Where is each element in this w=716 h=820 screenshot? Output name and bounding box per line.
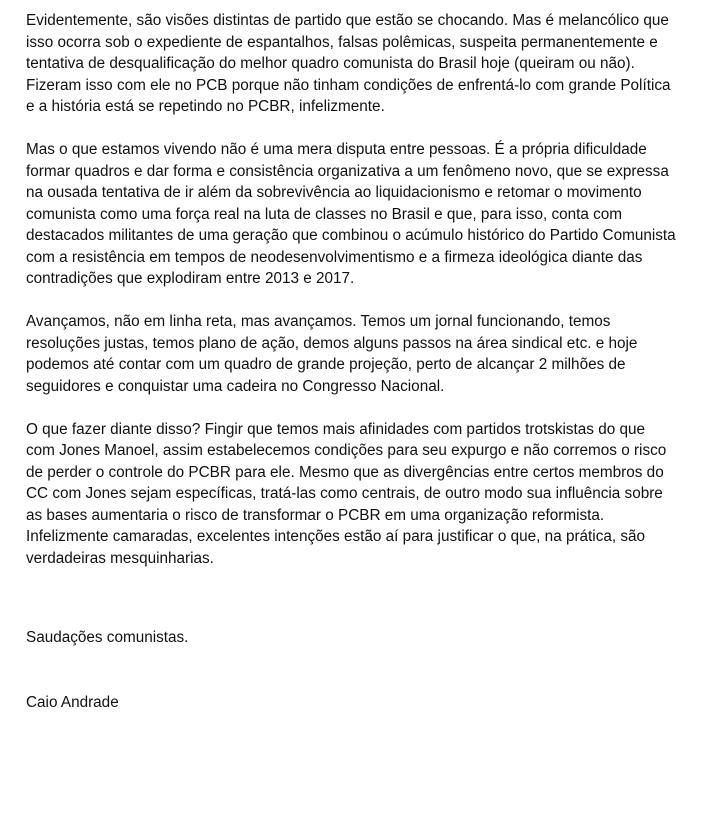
text-line: contradições que explodiram entre 2013 e 2017. bbox=[26, 270, 355, 287]
text-line: com a resistência em tempos de neodesenvolvimentismo e a firmeza ideológica diante das bbox=[26, 248, 643, 266]
text-line: comunista como uma força real na luta de classes no Brasil e que, para isso, conta com bbox=[26, 205, 623, 223]
text-line: isso ocorra sob o expediente de espantalhos, falsas polêmicas, suspeita permanentemente e bbox=[26, 33, 658, 51]
text-line: podemos até contar com um quadro de grande projeção, perto de alcançar 2 milhões de bbox=[26, 356, 626, 373]
text-line: formar quadros e dar forma e consistência organizativa a um fenômeno novo, que se expressa bbox=[26, 162, 669, 180]
text-line: tentativa de desqualificação do melhor quadro comunista do Brasil hoje (queiram ou não). bbox=[26, 55, 635, 72]
text-line: Mas o que estamos vivendo não é uma mera disputa entre pessoas. É a própria dificuldade bbox=[26, 141, 647, 158]
text-line: Avançamos, não em linha reta, mas avançamos. Temos um jornal funcionando, temos bbox=[26, 313, 611, 330]
text-line: com Jones Manoel, assim estabelecemos condições para seu expurgo e não corremos o risco bbox=[26, 442, 667, 459]
paragraph-1 bbox=[26, 10, 714, 118]
text-line: O que fazer diante disso? Fingir que temos mais afinidades com partidos trotskistas do que bbox=[26, 420, 645, 438]
closing-salutation: Saudações comunistas. bbox=[26, 629, 189, 646]
paragraph-2 bbox=[26, 139, 714, 290]
text-line: na ousada tentativa de ir além da sobrevivência ao liquidacionismo e retomar o movimento bbox=[26, 184, 642, 201]
text-line: Infelizmente camaradas, excelentes intenções estão aí para justificar o que, na prática, são bbox=[26, 528, 646, 545]
paragraph-4 bbox=[26, 419, 714, 570]
text-line: resoluções justas, temos plano de ação, demos alguns passos na área sindical etc. e hoje bbox=[26, 334, 638, 352]
text-line: CC com Jones sejam específicas, tratá-las como centrais, de outro modo sua influência sobre bbox=[26, 485, 663, 502]
paragraph-3 bbox=[26, 311, 714, 397]
text-line: destacados militantes de uma geração que combinou o acúmulo histórico do Partido Comunista bbox=[26, 227, 676, 244]
text-line: seguidores e conquistar uma cadeira no Congresso Nacional. bbox=[26, 377, 445, 395]
text-line: de perder o controle do PCBR para ele. Mesmo que as divergências entre certos membros do bbox=[26, 463, 664, 481]
signature-name: Caio Andrade bbox=[26, 694, 119, 711]
text-line: verdadeiras mesquinharias. bbox=[26, 549, 214, 567]
text-line: e a história está se repetindo no PCBR, infelizmente. bbox=[26, 98, 385, 115]
text-line: as bases aumentaria o risco de transformar o PCBR em uma organização reformista. bbox=[26, 506, 605, 524]
document-body bbox=[26, 10, 714, 591]
text-line: Fizeram isso com ele no PCB porque não tinham condições de enfrentá-lo com grande Política bbox=[26, 76, 671, 94]
text-line: Evidentemente, são visões distintas de partido que estão se chocando. Mas é melancólico que bbox=[26, 12, 669, 29]
